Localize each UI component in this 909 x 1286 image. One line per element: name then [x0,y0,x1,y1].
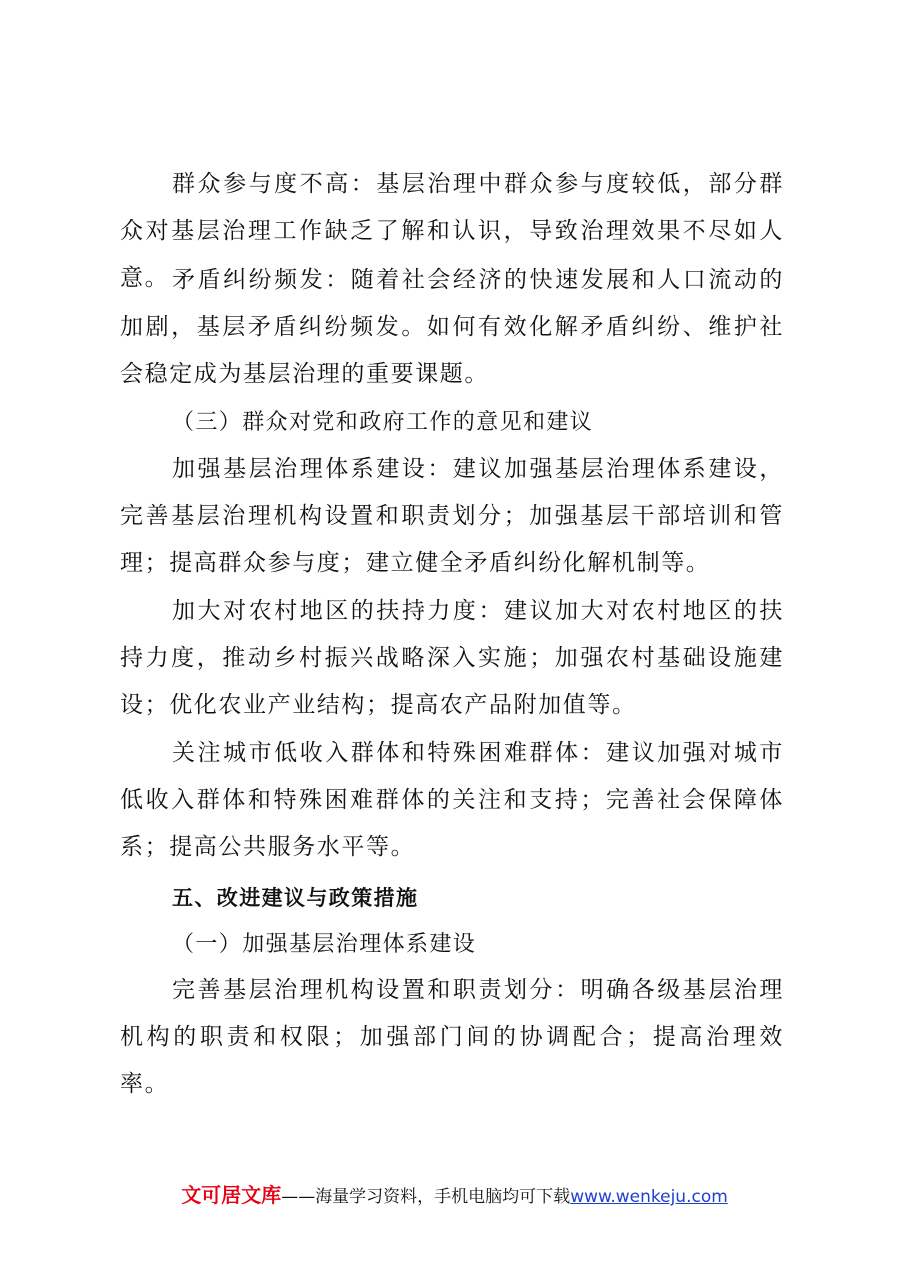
paragraph-rural-support: 加大对农村地区的扶持力度：建议加大对农村地区的扶持力度，推动乡村振兴战略深入实施；加强农村基础设施建设；优化农业产业结构；提高农产品附加值等。 [120,598,784,718]
paragraph-institution-setup: 完善基层治理机构设置和职责划分：明确各级基层治理机构的职责和权限；加强部门间的协调配合；提高治理效率。 [120,977,784,1097]
footer-slogan: ——海量学习资料，手机电脑均可下载 [281,1187,571,1207]
paragraph-frequent-disputes: 矛盾纠纷频发：随着社会经济的快速发展和人口流动的加剧，基层矛盾纠纷频发。如何有效化解矛盾纠纷、维护社会稳定成为基层治理的重要课题。 [120,267,784,387]
footer-url-link[interactable]: www.wenkeju.com [570,1187,728,1207]
subheading-governance-system: （一）加强基层治理体系建设 [172,932,477,957]
paragraph-low-income-groups: 关注城市低收入群体和特殊困难群体：建议加强对城市低收入群体和特殊困难群体的关注和支持；完善社会保障体系；提高公共服务水平等。 [120,740,784,860]
footer-brand: 文可居文库 [181,1183,282,1207]
footer-watermark [0,1180,909,1212]
paragraph-strengthen-governance: 加强基层治理体系建设：建议加强基层治理体系建设，完善基层治理机构设置和职责划分；加强基层干部培训和管理；提高群众参与度；建立健全矛盾纠纷化解机制等。 [120,456,784,576]
section-heading-improvement-measures: 五、改进建议与政策措施 [172,886,419,910]
subheading-opinions-suggestions: （三）群众对党和政府工作的意见和建议 [172,410,594,435]
paragraph-low-participation: 群众参与度不高：基层治理中群众参与度较低，部分群众对基层治理工作缺乏了解和认识，导致治理效果不尽如人意。 [120,171,784,291]
